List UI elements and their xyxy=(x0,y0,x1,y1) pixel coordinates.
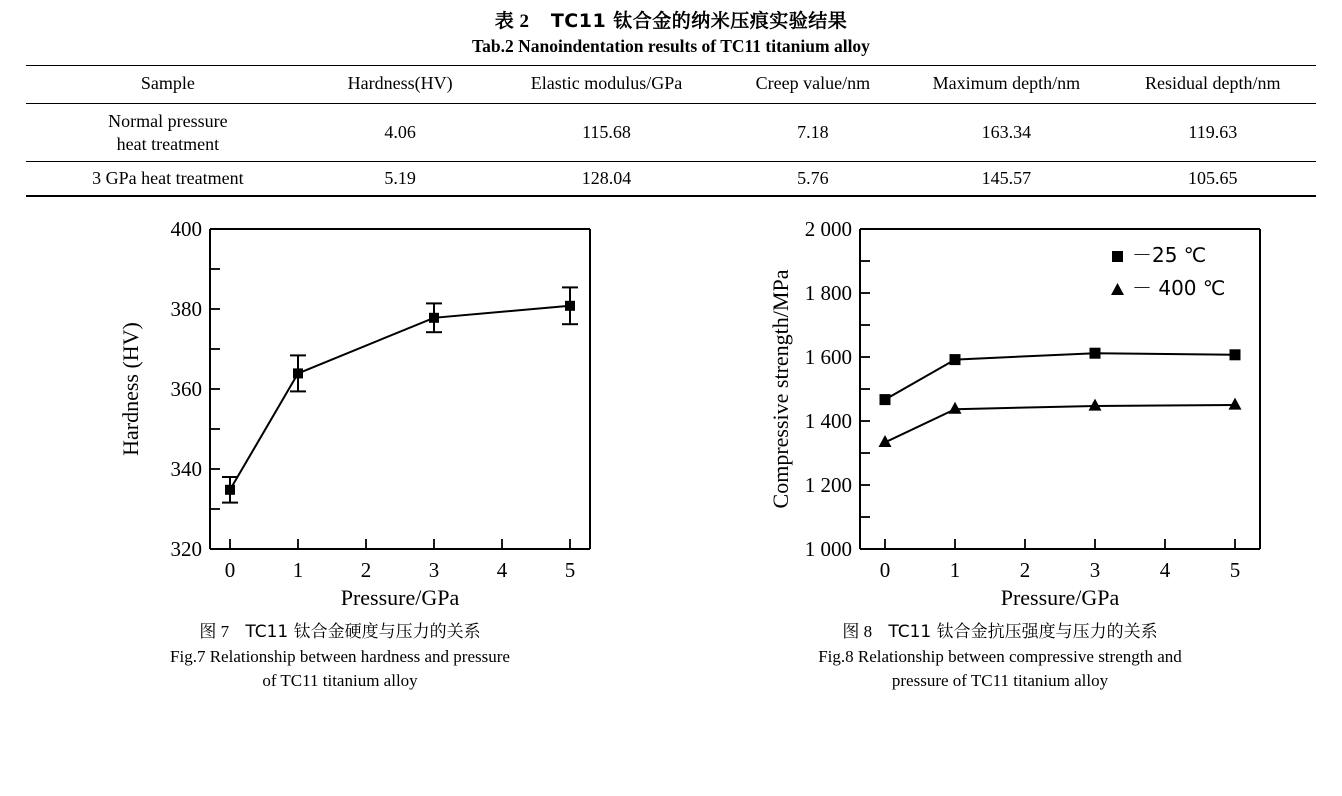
x-tick-label: 2 xyxy=(360,558,372,582)
legend-marker-triangle xyxy=(1111,283,1124,295)
table-row xyxy=(26,162,1316,197)
table-body xyxy=(26,104,1316,197)
cell-hardness: 4.06 xyxy=(384,122,416,142)
figure-8-caption-en-line2: pressure of TC11 titanium alloy xyxy=(891,671,1109,691)
series-hardness-line xyxy=(230,306,570,490)
series-400c-line xyxy=(885,405,1235,442)
col-header-max-depth: Maximum depth/nm xyxy=(932,73,1081,93)
figure-8-caption-cn-prefix: 图 8 xyxy=(842,622,873,641)
x-ticks xyxy=(885,539,1235,549)
x-tick-label: 0 xyxy=(224,558,236,582)
y-tick-label: 1 000 xyxy=(804,537,852,561)
table-title-en: Tab.2 Nanoindentation results of TC11 titanium alloy xyxy=(472,36,870,56)
figure-8-caption-cn xyxy=(680,620,1320,645)
x-tick-label: 4 xyxy=(1159,558,1171,582)
figure-7-caption-cn-prefix: 图 7 xyxy=(199,622,230,641)
table-header-row xyxy=(26,66,1316,104)
figure-7-caption xyxy=(30,620,650,694)
cell-max-depth: 145.57 xyxy=(981,168,1032,188)
y-tick-label: 320 xyxy=(170,537,202,561)
legend-label-400c: － 400 ℃ xyxy=(1132,276,1226,300)
figure-8-caption-en-line1: Fig.8 Relationship between compressive strength and xyxy=(818,646,1182,666)
cell-sample-line2: heat treatment xyxy=(116,133,220,154)
col-header-modulus: Elastic modulus/GPa xyxy=(530,73,683,93)
x-ticks xyxy=(230,539,570,549)
legend xyxy=(1111,243,1225,300)
y-axis-label: Hardness (HV) xyxy=(118,322,143,456)
y-tick-label: 340 xyxy=(170,457,202,481)
x-tick-labels xyxy=(880,558,1241,582)
x-tick-labels xyxy=(225,558,576,582)
table-title-cn-prefix: 表 2 xyxy=(494,11,530,32)
cell-modulus: 128.04 xyxy=(581,168,632,188)
cell-residual-depth: 105.65 xyxy=(1188,168,1238,188)
cell-sample-line1: Normal pressure xyxy=(108,111,228,131)
x-tick-label: 3 xyxy=(428,558,440,582)
x-tick-label: 0 xyxy=(879,558,891,582)
nanoindentation-table xyxy=(26,65,1316,197)
legend-marker-square xyxy=(1112,251,1123,262)
y-tick-label: 2 000 xyxy=(804,217,852,241)
table-title-cn xyxy=(26,6,1316,33)
cell-hardness: 5.19 xyxy=(384,168,416,188)
figure-8-caption xyxy=(680,620,1320,694)
y-tick-labels xyxy=(171,217,203,561)
figure-7-caption-cn xyxy=(30,620,650,645)
figure-8-plot xyxy=(680,209,1320,609)
y-tick-label: 380 xyxy=(170,297,202,321)
x-axis-label: Pressure/GPa xyxy=(340,585,460,609)
error-bars xyxy=(222,287,578,502)
x-axis-label: Pressure/GPa xyxy=(1000,585,1120,609)
y-tick-labels xyxy=(805,217,852,561)
table-block xyxy=(26,6,1316,197)
table-row xyxy=(26,104,1316,162)
table-title-cn-text: TC11 钛合金的纳米压痕实验结果 xyxy=(550,10,848,32)
cell-max-depth: 163.34 xyxy=(981,122,1032,142)
x-tick-label: 2 xyxy=(1019,558,1031,582)
x-tick-label: 3 xyxy=(1089,558,1101,582)
x-tick-label: 1 xyxy=(292,558,304,582)
y-tick-label: 1 800 xyxy=(804,281,852,305)
col-header-creep: Creep value/nm xyxy=(755,73,871,93)
cell-sample xyxy=(26,104,310,162)
figure-8-caption-cn-text: TC11 钛合金抗压强度与压力的关系 xyxy=(888,622,1158,642)
col-header-sample: Sample xyxy=(140,73,195,93)
y-tick-label: 400 xyxy=(170,217,202,241)
y-axis-label: Compressive strength/MPa xyxy=(768,269,793,509)
cell-sample: 3 GPa heat treatment xyxy=(92,168,244,188)
legend-label-25c: －25 ℃ xyxy=(1132,243,1207,267)
series-25c-line xyxy=(885,353,1235,399)
table-head xyxy=(26,66,1316,104)
x-tick-label: 1 xyxy=(949,558,961,582)
x-tick-label: 5 xyxy=(564,558,576,582)
cell-residual-depth: 119.63 xyxy=(1188,122,1238,142)
y-tick-label: 1 400 xyxy=(804,409,852,433)
x-tick-label: 5 xyxy=(1229,558,1241,582)
y-ticks xyxy=(210,229,220,549)
y-tick-label: 360 xyxy=(170,377,202,401)
y-tick-label: 1 600 xyxy=(804,345,852,369)
figures-area xyxy=(0,209,1342,729)
series-25c-markers xyxy=(880,348,1241,405)
figure-7-caption-cn-text: TC11 钛合金硬度与压力的关系 xyxy=(245,622,481,642)
figure-8 xyxy=(680,209,1320,694)
col-header-residual-depth: Residual depth/nm xyxy=(1145,73,1281,93)
series-hardness-markers xyxy=(225,301,575,495)
figure-7-caption-en-line2: of TC11 titanium alloy xyxy=(262,671,418,691)
col-header-hardness: Hardness(HV) xyxy=(347,73,453,93)
figure-7 xyxy=(30,209,650,694)
cell-creep: 5.76 xyxy=(797,168,829,188)
x-tick-label: 4 xyxy=(496,558,508,582)
cell-modulus: 115.68 xyxy=(582,122,631,142)
y-tick-label: 1 200 xyxy=(804,473,852,497)
y-ticks xyxy=(860,229,870,549)
figure-7-plot xyxy=(30,209,650,609)
figure-7-caption-en-line1: Fig.7 Relationship between hardness and pressure xyxy=(170,646,510,666)
cell-creep: 7.18 xyxy=(797,122,829,142)
